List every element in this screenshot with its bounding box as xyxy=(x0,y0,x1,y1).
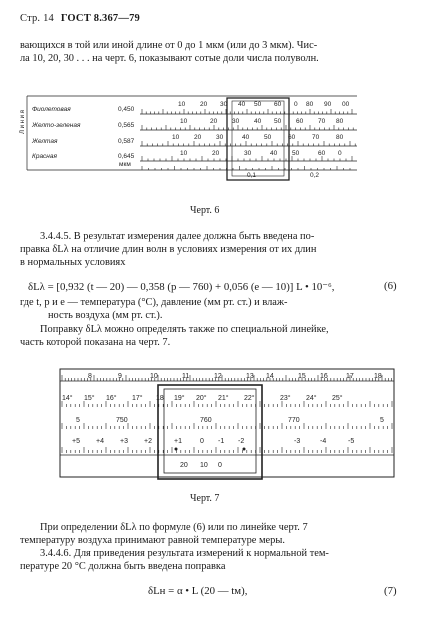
p5-line-1: 3.4.4.6. Для приведения результата измерений к нормальной тем- xyxy=(40,548,329,559)
svg-text:0: 0 xyxy=(338,150,342,157)
svg-text:16: 16 xyxy=(320,373,328,380)
page-number: Стр. 14 xyxy=(20,13,54,24)
svg-text:60: 60 xyxy=(288,134,296,141)
svg-text:0,2: 0,2 xyxy=(310,172,320,179)
fig6-unit: мкм xyxy=(119,161,131,168)
fig6-side-label: Л и н и я xyxy=(20,110,26,134)
svg-text:80: 80 xyxy=(306,101,314,108)
figure-7-caption: Черт. 7 xyxy=(190,493,220,504)
svg-text:0: 0 xyxy=(200,438,204,445)
svg-text:30: 30 xyxy=(232,118,240,125)
formula-6: δLλ = [0,932 (t — 20) — 0,358 (p — 760) + 0,056 (e — 10)] L • 10⁻⁶, xyxy=(28,281,335,293)
svg-text:14°: 14° xyxy=(62,395,73,402)
svg-text:10: 10 xyxy=(180,150,188,157)
svg-text:80: 80 xyxy=(336,134,344,141)
svg-text:5: 5 xyxy=(380,417,384,424)
svg-text:+1: +1 xyxy=(174,438,182,445)
svg-text:0: 0 xyxy=(218,462,222,469)
svg-text:-1: -1 xyxy=(218,438,225,445)
svg-text:20: 20 xyxy=(210,118,218,125)
formula-7-number: (7) xyxy=(384,585,397,597)
page-header xyxy=(20,13,140,24)
svg-text:-5: -5 xyxy=(348,438,355,445)
svg-text:+5: +5 xyxy=(72,438,80,445)
p2-line-1: где t, p и e — температура (°С), давление (мм рт. ст.) и влаж- xyxy=(20,297,288,308)
fig6-row3-name: Желтая xyxy=(32,138,58,145)
svg-text:20: 20 xyxy=(200,101,208,108)
p3-line-2: часть которой показана на черт. 7. xyxy=(20,337,171,348)
svg-text:0: 0 xyxy=(294,101,298,108)
svg-text:40: 40 xyxy=(238,101,246,108)
p1-line-3: в нормальных условиях xyxy=(20,257,126,268)
svg-text:17°: 17° xyxy=(132,395,143,402)
svg-text:750: 750 xyxy=(116,417,128,424)
intro-line-1: вающихся в той или иной длине от 0 до 1 мкм (или до 3 мкм). Чис- xyxy=(20,40,318,51)
svg-text:70: 70 xyxy=(318,118,326,125)
svg-text:30: 30 xyxy=(216,134,224,141)
svg-text:30: 30 xyxy=(220,101,228,108)
intro-line-2: ла 10, 20, 30 . . . на черт. 6, показывают сотые доли числа полуволн. xyxy=(20,53,319,64)
svg-text:50: 50 xyxy=(264,134,272,141)
formula-7: δLн = α • L (20 — tм), xyxy=(148,585,248,597)
svg-text:10: 10 xyxy=(178,101,186,108)
svg-text:60: 60 xyxy=(318,150,326,157)
p2-line-2: ность воздуха (мм рт. ст.). xyxy=(48,310,163,321)
svg-text:14: 14 xyxy=(266,373,274,380)
svg-text:0,1: 0,1 xyxy=(247,172,257,179)
p1-line-1: 3.4.4.5. В результат измерения далее должна быть введена по- xyxy=(40,231,315,242)
svg-text:40: 40 xyxy=(270,150,278,157)
svg-text:00: 00 xyxy=(342,101,350,108)
svg-text:18: 18 xyxy=(374,373,382,380)
svg-text:30: 30 xyxy=(244,150,252,157)
svg-text:50: 50 xyxy=(274,118,282,125)
svg-text:21°: 21° xyxy=(218,395,229,402)
svg-text:-3: -3 xyxy=(294,438,301,445)
svg-text:15°: 15° xyxy=(84,395,95,402)
p5-line-2: пературе 20 °С должна быть введена поправка xyxy=(20,561,226,572)
svg-text:20: 20 xyxy=(212,150,220,157)
svg-text:80: 80 xyxy=(336,118,344,125)
svg-text:9: 9 xyxy=(118,373,122,380)
svg-text:10: 10 xyxy=(180,118,188,125)
svg-text:15: 15 xyxy=(298,373,306,380)
svg-text:20°: 20° xyxy=(196,395,207,402)
svg-text:8: 8 xyxy=(88,373,92,380)
fig6-row1-value: 0,450 xyxy=(118,106,135,113)
svg-text:60: 60 xyxy=(296,118,304,125)
fig6-row4-name: Красная xyxy=(32,153,57,160)
fig6-row2-value: 0,565 xyxy=(118,122,135,129)
svg-text:5: 5 xyxy=(76,417,80,424)
p1-line-2: правка δLλ на отличие длин волн в условиях измерения от их длин xyxy=(20,244,317,255)
svg-text:10: 10 xyxy=(150,373,158,380)
svg-text:16°: 16° xyxy=(106,395,117,402)
fig6-row1-name: Фиолетовая xyxy=(32,106,71,113)
svg-text:+3: +3 xyxy=(120,438,128,445)
svg-text:760: 760 xyxy=(200,417,212,424)
svg-text:19°: 19° xyxy=(174,395,185,402)
svg-text:90: 90 xyxy=(324,101,332,108)
svg-text:20: 20 xyxy=(194,134,202,141)
p3-line-1: Поправку δLλ можно определять также по специальной линейке, xyxy=(40,324,329,335)
formula-6-number: (6) xyxy=(384,280,397,292)
svg-text:770: 770 xyxy=(288,417,300,424)
svg-text:60: 60 xyxy=(274,101,282,108)
fig6-row4-value: 0,645 xyxy=(118,153,135,160)
svg-text:11: 11 xyxy=(182,373,190,380)
svg-text:17: 17 xyxy=(346,373,354,380)
fig6-row3-value: 0,587 xyxy=(118,138,135,145)
svg-text:70: 70 xyxy=(312,134,320,141)
document-code: ГОСТ 8.367—79 xyxy=(60,13,140,24)
svg-text:40: 40 xyxy=(254,118,262,125)
svg-text:20: 20 xyxy=(180,462,188,469)
svg-text:+4: +4 xyxy=(96,438,104,445)
p4-line-2: температуру воздуха принимают равной температуре меры. xyxy=(20,535,285,546)
svg-text:24°: 24° xyxy=(306,395,317,402)
figure-6-scale xyxy=(22,94,362,184)
svg-text:12: 12 xyxy=(214,373,222,380)
svg-text:-4: -4 xyxy=(320,438,327,445)
figure-7-ruler xyxy=(58,367,398,483)
svg-text:10: 10 xyxy=(172,134,180,141)
figure-6-caption: Черт. 6 xyxy=(190,205,220,216)
svg-text:25°: 25° xyxy=(332,395,343,402)
svg-text:13: 13 xyxy=(246,373,254,380)
svg-text:50: 50 xyxy=(254,101,262,108)
svg-text:22°: 22° xyxy=(244,395,255,402)
svg-text:50: 50 xyxy=(292,150,300,157)
svg-text:10: 10 xyxy=(200,462,208,469)
svg-text:18: 18 xyxy=(156,395,164,402)
p4-line-1: При определении δLλ по формуле (6) или по линейке черт. 7 xyxy=(40,522,308,533)
fig6-row2-name: Желто-зеленая xyxy=(32,122,81,129)
svg-text:+2: +2 xyxy=(144,438,152,445)
svg-text:-2: -2 xyxy=(238,438,245,445)
svg-text:40: 40 xyxy=(242,134,250,141)
svg-text:23°: 23° xyxy=(280,395,291,402)
